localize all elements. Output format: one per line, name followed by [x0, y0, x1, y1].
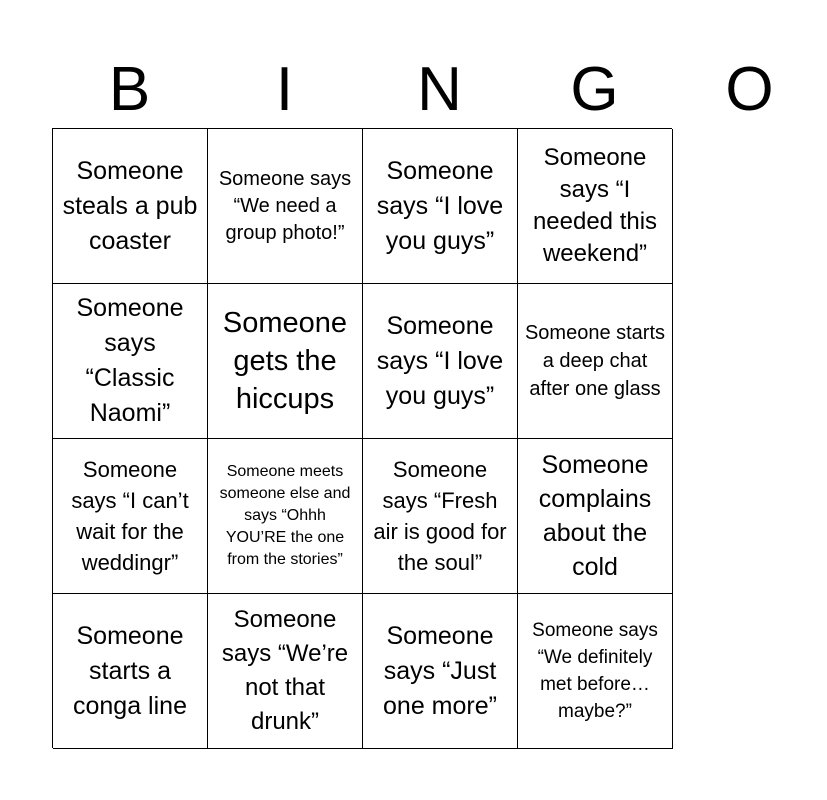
- bingo-cell-text: Someone meets someone else and says “Ohhh YOU’RE the one from the stories”: [219, 463, 351, 568]
- bingo-cell[interactable]: [518, 594, 673, 749]
- bingo-cell-text: Someone says “I love you guys”: [376, 311, 504, 410]
- bingo-cell-text: Someone says “We definitely met before… maybe?”: [532, 620, 658, 722]
- bingo-cell[interactable]: [208, 129, 363, 284]
- bingo-header: [52, 55, 774, 125]
- bingo-grid: [52, 128, 672, 748]
- bingo-cell-text: Someone starts a deep chat after one glass: [524, 322, 666, 400]
- bingo-cell[interactable]: [518, 284, 673, 439]
- bingo-cell-text: Someone complains about the cold: [538, 451, 652, 581]
- bingo-cell[interactable]: [363, 284, 518, 439]
- bingo-cell-text: Someone starts a conga line: [73, 621, 187, 720]
- bingo-cell[interactable]: [363, 594, 518, 749]
- bingo-cell[interactable]: [208, 439, 363, 594]
- bingo-cell[interactable]: [53, 284, 208, 439]
- bingo-cell-text: Someone says “We need a group photo!”: [218, 167, 352, 244]
- bingo-cell[interactable]: [363, 129, 518, 284]
- bingo-cell-text: Someone says “Classic Naomi”: [76, 294, 184, 427]
- bingo-cell[interactable]: [53, 129, 208, 284]
- header-letter-i: I: [275, 55, 294, 124]
- header-letter-o: O: [725, 55, 774, 124]
- bingo-cell-text: Someone says “I needed this weekend”: [532, 144, 658, 267]
- bingo-cell-text: Someone says “I can’t wait for the weddingr”: [71, 457, 189, 575]
- bingo-cell[interactable]: [208, 284, 363, 439]
- bingo-cell[interactable]: [53, 594, 208, 749]
- bingo-cell[interactable]: [518, 439, 673, 594]
- bingo-cell[interactable]: [53, 439, 208, 594]
- bingo-cell-text: Someone steals a pub coaster: [62, 156, 198, 255]
- bingo-cell[interactable]: [518, 129, 673, 284]
- bingo-cell-text: Someone says “I love you guys”: [376, 156, 504, 255]
- header-letter-b: B: [108, 55, 151, 124]
- bingo-cell-text: Someone says “Just one more”: [383, 621, 497, 720]
- bingo-cell[interactable]: [363, 439, 518, 594]
- bingo-cell-text: Someone says “Fresh air is good for the soul”: [373, 457, 507, 575]
- header-letter-n: N: [417, 55, 462, 124]
- header-letter-g: G: [570, 55, 619, 124]
- bingo-cell[interactable]: [208, 594, 363, 749]
- bingo-cell-text: Someone gets the hiccups: [222, 307, 348, 415]
- bingo-cell-text: Someone says “We’re not that drunk”: [221, 606, 349, 735]
